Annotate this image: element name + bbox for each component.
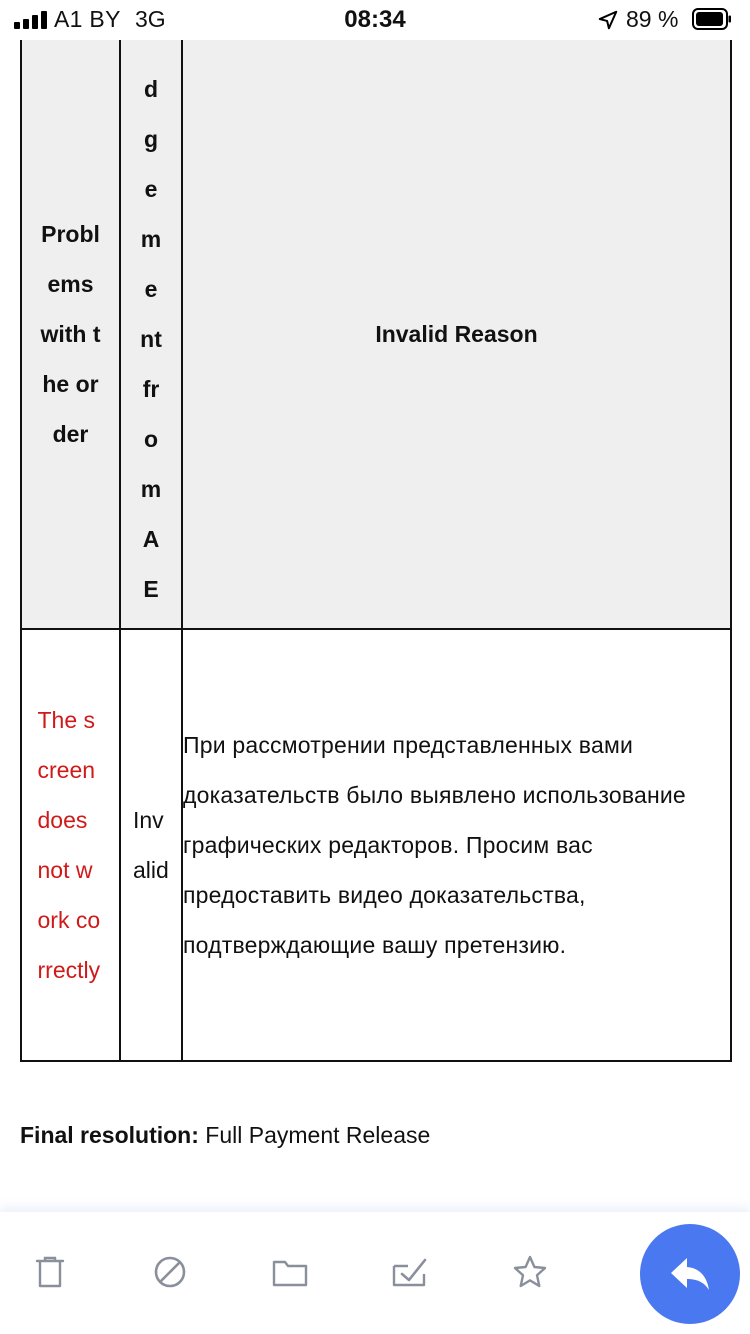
status-bar — [0, 0, 750, 40]
header-judgement-label: dgement from AE — [140, 76, 162, 602]
location-arrow-icon — [597, 9, 619, 31]
reply-icon — [667, 1254, 713, 1294]
network-type: 3G — [135, 6, 166, 32]
header-cell-judgement — [120, 40, 182, 629]
cell-reason — [182, 629, 731, 1061]
final-resolution — [20, 1122, 430, 1149]
clock: 08:34 — [344, 6, 406, 33]
report-table-container — [20, 40, 730, 1062]
table-header-row — [21, 40, 731, 629]
reply-button[interactable] — [640, 1224, 740, 1324]
final-resolution-label: Final resolution: — [20, 1122, 199, 1148]
star-icon[interactable] — [510, 1252, 550, 1292]
bottom-toolbar — [0, 1212, 750, 1334]
problem-text: The screen does not work correctly — [37, 707, 101, 983]
final-resolution-value: Full Payment Release — [205, 1122, 431, 1148]
reason-text: При рассмотрении представленных вами доказательств было выявлено использование графических редакторов. Просим вас предоставить видео доказательства, подтверждающие вашу претензию. — [183, 732, 686, 958]
trash-icon[interactable] — [30, 1252, 70, 1292]
battery-percent: 89 % — [626, 6, 679, 32]
judgement-text: Invalid — [133, 807, 169, 883]
header-cell-invalid-reason — [182, 40, 731, 629]
block-icon[interactable] — [150, 1252, 190, 1292]
header-problems-label: Problems with the order — [40, 221, 101, 447]
folder-icon[interactable] — [270, 1252, 310, 1292]
battery-icon — [692, 8, 732, 30]
cell-judgement — [120, 629, 182, 1061]
mark-done-icon[interactable] — [390, 1252, 430, 1292]
header-invalid-reason-label: Invalid Reason — [375, 320, 538, 347]
report-table — [20, 40, 732, 1062]
cell-problem — [21, 629, 120, 1061]
carrier-name: A1 BY — [54, 6, 121, 32]
table-row — [21, 629, 731, 1061]
header-cell-problems — [21, 40, 120, 629]
